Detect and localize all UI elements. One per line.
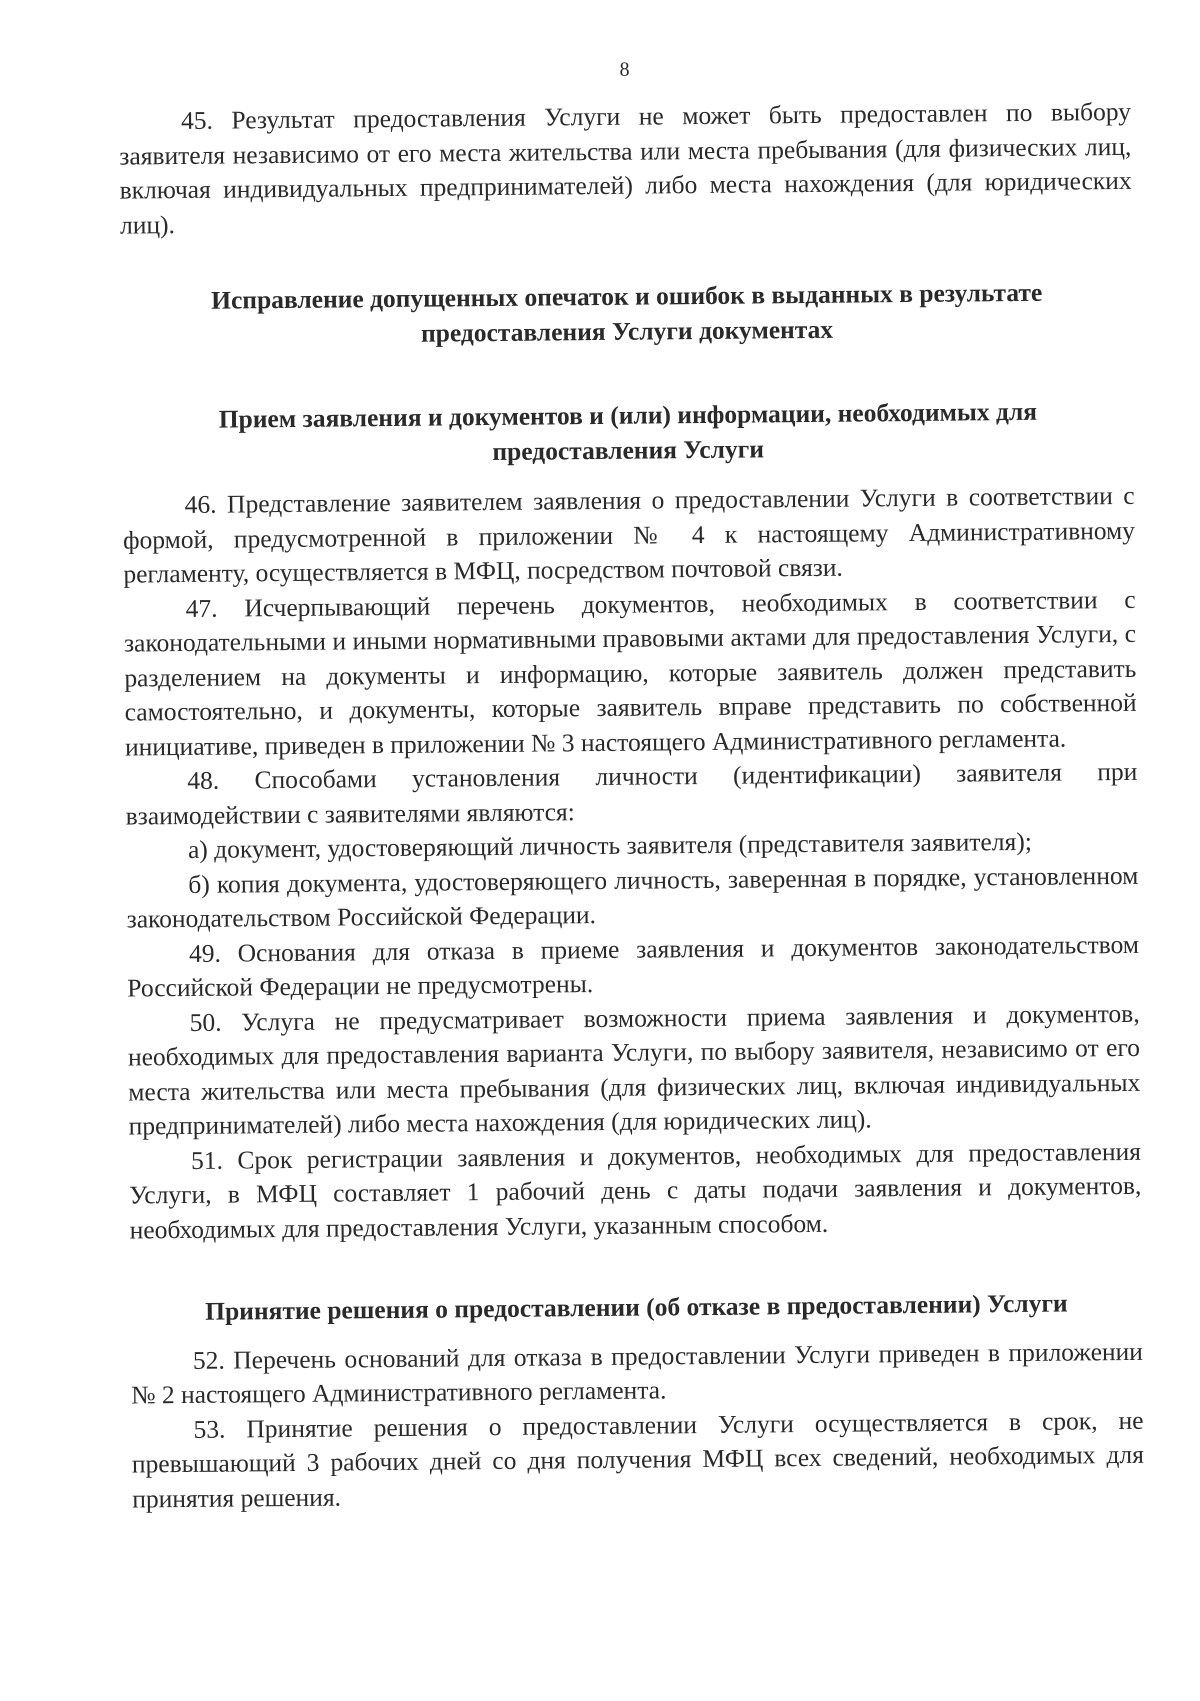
paragraph-46: 46. Представление заявителем заявления о предоставлении Услуги в соответствии с формой, предусмотренной в приложении № 4 к настоящему Административному регламенту, осуществляется в МФЦ, посредством почтовой связи. [122,480,1136,589]
page-number: 8 [619,58,630,81]
paragraph-51: 51. Срок регистрации заявления и документов, необходимых для предоставления Услуги, в МФЦ составляет 1 рабочий день с даты подачи заявления и документов, необходимых для предоставления Услуги, указанным способом. [129,1136,1142,1245]
section-heading-reception: Прием заявления и документов и (или) информации, необходимых для предоставления Услуги [218,396,1038,466]
section-heading-decision: Принятие решения о предоставлении (об отказе в предоставлении) Услуги [205,1288,1068,1326]
paragraph-53: 53. Принятие решения о предоставлении Услуги осуществляется в срок, не превышающий 3 рабочих дней со дня получения МФЦ всех сведений, необходимых для принятия решения. [131,1405,1144,1514]
paragraph-49: 49. Основания для отказа в приеме заявления и документов законодательством Российской Федерации не предусмотрены. [127,929,1140,1003]
paragraph-48-b: б) копия документа, удостоверяющего личность, заверенная в порядке, установленном законодательством Российской Федерации. [126,860,1139,934]
paragraph-48-a: а) документ, удостоверяющий личность заявителя (представителя заявителя); [187,826,1032,864]
paragraph-45: 45. Результат предоставления Услуги не может быть предоставлен по выбору заявителя независимо от его места жительства или места пребывания (для физических лиц, включая индивидуальных предпринимателей) либо места нахождения (для юридических лиц). [119,96,1132,240]
paragraph-50: 50. Услуга не предусматривает возможности приема заявления и документов, необходимых для предоставления варианта Услуги, по выбору заявителя, независимо от его места жительства или места пребывания (для физических лиц, включая индивидуальных предпринимателей) либо места нахождения (для юридических лиц). [127,998,1141,1141]
section-heading-corrections: Исправление допущенных опечаток и ошибок в выданных в результате предоставления Услуги документах [211,277,1043,348]
paragraph-47: 47. Исчерпывающий перечень документов, необходимых в соответствии с законодательными и иными нормативными правовыми актами для предоставления Услуги, с разделением на документы и информацию, которые заявитель должен представить самостоятельно, и документы, которые заявитель вправе представить по собственной инициативе, приведен в приложении № 3 настоящего Административного регламента. [123,584,1137,762]
paragraph-52: 52. Перечень оснований для отказа в предоставлении Услуги приведен в приложении № 2 настоящего Административного регламента. [131,1336,1144,1410]
paragraph-48: 48. Способами установления личности (идентификации) заявителя при взаимодействии с заявителями являются: [125,756,1138,831]
